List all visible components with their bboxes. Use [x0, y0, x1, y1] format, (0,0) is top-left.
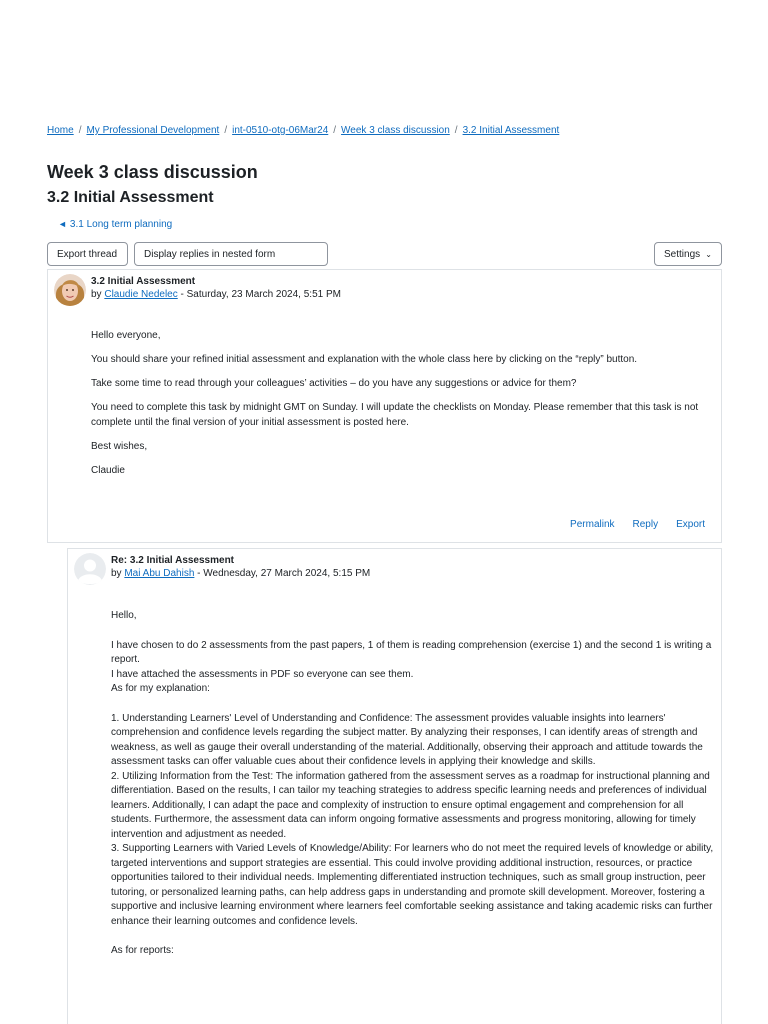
breadcrumb-home[interactable]: Home: [47, 125, 74, 136]
previous-activity-label: 3.1 Long term planning: [69, 219, 173, 230]
post-byline: [111, 567, 370, 580]
breadcrumb-forum[interactable]: Week 3 class discussion: [341, 125, 450, 136]
export-thread-button[interactable]: Export thread: [47, 242, 128, 266]
post-content: [91, 329, 713, 488]
permalink-link[interactable]: Permalink: [570, 519, 615, 530]
spacer: [111, 929, 715, 944]
post-header: [91, 275, 341, 301]
post-greeting: Hello,: [111, 610, 137, 621]
post-header: [111, 554, 370, 580]
breadcrumb-separator: /: [333, 125, 337, 136]
default-user-icon: [74, 553, 106, 585]
previous-activity-link[interactable]: [58, 219, 172, 230]
display-mode-value: Display replies in nested form: [144, 248, 276, 260]
post-paragraph: 2. Utilizing Information from the Test: The information gathered from the assessment serves as a roadmap for instructional planning and differentiation. Based on the results, I can tailor my teaching strategies to address specific learning needs and preferences of individual learners. Additionally, I can adapt the pace and complexity of instruction to ensure optimal engagement and comprehension for all students. Furthermore, the assessment data can inform ongoing formative assessments and progress monitoring, allowing for timely intervention and adjustment as needed.: [111, 770, 710, 840]
discussion-title: 3.2 Initial Assessment: [47, 189, 214, 206]
chevron-down-icon: ⌄: [705, 249, 712, 259]
page-title: Week 3 class discussion: [47, 162, 258, 182]
post-paragraph: As for my explanation:: [111, 683, 210, 694]
post-author-link[interactable]: Claudie Nedelec: [104, 289, 178, 300]
post-paragraph: 3. Supporting Learners with Varied Levels of Knowledge/Ability: For learners who do not meet the required levels of knowledge or ability, targeted interventions and support strategies are essential. This could involve providing additional instruction, resources, or practice opportunities tailored to their individual needs. Implementing differentiated instruction techniques, such as small group instruction, peer tutoring, or personalized learning paths, can help address gaps in understanding and promote skill development. Moreover, fostering a supportive and inclusive learning environment where learners feel comfortable seeking assistance and taking academic risks can further enhance their learning outcomes and confidence levels.: [111, 843, 714, 927]
post-subject: Re: 3.2 Initial Assessment: [111, 555, 235, 566]
settings-button[interactable]: [654, 242, 722, 266]
spacer: [111, 624, 715, 639]
post-paragraph: Best wishes,: [91, 440, 148, 452]
post-paragraph: As for reports:: [111, 945, 174, 956]
spacer: [111, 697, 715, 712]
breadcrumb: [47, 125, 559, 136]
post-paragraph: Claudie: [91, 464, 125, 476]
post-paragraph: I have attached the assessments in PDF so everyone can see them.: [111, 668, 414, 680]
post-author-link[interactable]: Mai Abu Dahish: [124, 568, 195, 579]
breadcrumb-my-professional-development[interactable]: My Professional Development: [86, 125, 220, 136]
reply-link[interactable]: Reply: [632, 519, 659, 530]
by-label: by: [111, 568, 122, 579]
forum-post: [47, 269, 722, 543]
breadcrumb-discussion[interactable]: 3.2 Initial Assessment: [462, 125, 560, 136]
post-paragraph: Hello everyone,: [91, 330, 161, 341]
post-subject: 3.2 Initial Assessment: [91, 276, 196, 287]
breadcrumb-separator: /: [78, 125, 82, 136]
breadcrumb-separator: /: [454, 125, 458, 136]
post-content: [111, 609, 715, 959]
post-paragraph: 1. Understanding Learners' Level of Understanding and Confidence: The assessment provides valuable insights into learners' comprehension and confidence levels regarding the subject matter. By analyzing their responses, I can identify areas of strength and weakness, as well as gauge their overall understanding of the material. Additionally, observing their approach and attitude towards the assessment tasks can offer valuable cues about their confidence levels in applying their knowledge and skills.: [111, 712, 703, 767]
post-byline: [91, 288, 341, 301]
breadcrumb-separator: /: [224, 125, 228, 136]
user-photo-icon: [54, 274, 86, 306]
forum-reply: [67, 548, 722, 1024]
arrow-left-icon: ◄: [58, 219, 67, 229]
post-date: - Saturday, 23 March 2024, 5:51 PM: [177, 289, 341, 300]
post-actions: [570, 519, 705, 530]
post-paragraph: You should share your refined initial assessment and explanation with the whole class here by clicking on the “reply” button.: [91, 354, 638, 365]
post-paragraph: You need to complete this task by midnight GMT on Sunday. I will update the checklists on Monday. Please remember that this task is not complete until the final version of your initial assessment is posted here.: [91, 402, 699, 428]
avatar[interactable]: [74, 553, 106, 585]
settings-label: Settings: [664, 248, 701, 260]
display-mode-select[interactable]: [134, 242, 328, 266]
export-post-link[interactable]: Export: [676, 519, 705, 530]
post-date: - Wednesday, 27 March 2024, 5:15 PM: [194, 568, 371, 579]
by-label: by: [91, 289, 102, 300]
avatar[interactable]: [54, 274, 86, 306]
breadcrumb-course[interactable]: int-0510-otg-06Mar24: [232, 125, 329, 136]
post-paragraph: I have chosen to do 2 assessments from the past papers, 1 of them is reading comprehension (exercise 1) and the second 1 is writing a report.: [111, 639, 712, 665]
post-paragraph: Take some time to read through your colleagues’ activities – do you have any suggestions or advice for them?: [91, 378, 577, 389]
